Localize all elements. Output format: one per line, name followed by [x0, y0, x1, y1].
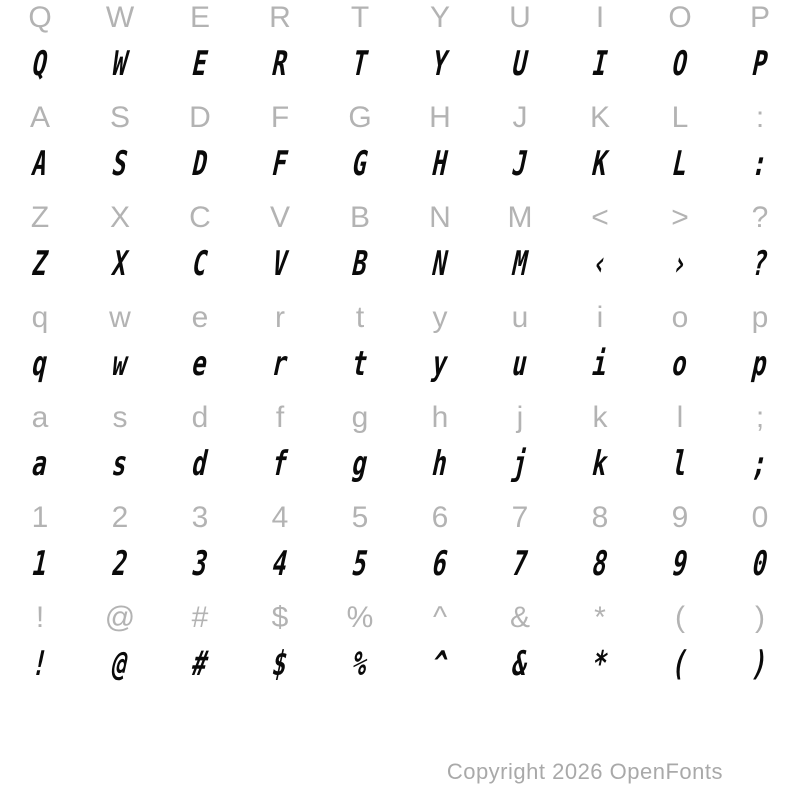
glyph-cell: L: [668, 144, 692, 184]
glyph-cell: 5: [351, 501, 369, 534]
glyph-cell: H: [428, 144, 452, 184]
glyph-cell: 9: [668, 544, 692, 584]
glyph-cell: E: [189, 1, 210, 34]
glyph-cell: Z: [28, 244, 52, 284]
glyph-cell: X: [108, 244, 132, 284]
glyph-cell: B: [349, 201, 370, 234]
reference-row-lowercase-top-row: [0, 300, 800, 336]
glyph-cell: $: [271, 601, 289, 634]
glyph-cell: 0: [748, 544, 772, 584]
glyph-cell: ‹: [588, 244, 612, 284]
reference-row-digits-row: [0, 500, 800, 536]
glyph-cell: ?: [748, 244, 772, 284]
glyph-cell: S: [109, 101, 130, 134]
glyph-cell: ;: [755, 401, 765, 434]
glyph-row-pair-digits-row: [0, 500, 800, 600]
glyph-cell: r: [275, 301, 285, 334]
glyph-cell: #: [191, 601, 209, 634]
glyph-cell: I: [588, 44, 612, 84]
glyph-cell: P: [748, 44, 772, 84]
specimen-row-symbols-row: [0, 644, 800, 684]
glyph-cell: 8: [588, 544, 612, 584]
glyph-cell: 3: [191, 501, 209, 534]
glyph-cell: Q: [28, 1, 52, 34]
specimen-row-uppercase-home-row: [0, 144, 800, 184]
glyph-cell: 8: [591, 501, 609, 534]
glyph-cell: t: [348, 344, 372, 384]
glyph-cell: C: [188, 244, 212, 284]
glyph-cell: l: [668, 444, 692, 484]
glyph-cell: i: [596, 301, 604, 334]
glyph-cell: u: [508, 344, 532, 384]
glyph-cell: j: [508, 444, 532, 484]
glyph-cell: *: [594, 601, 606, 634]
glyph-cell: g: [351, 401, 369, 434]
glyph-cell: @: [108, 644, 132, 684]
glyph-cell: q: [28, 344, 52, 384]
glyph-cell: F: [270, 101, 290, 134]
glyph-cell: k: [592, 401, 608, 434]
glyph-cell: A: [28, 144, 52, 184]
glyph-cell: O: [668, 44, 692, 84]
glyph-cell: s: [112, 401, 128, 434]
glyph-cell: 3: [188, 544, 212, 584]
reference-row-symbols-row: [0, 600, 800, 636]
glyph-row-pair-uppercase-top-row: [0, 0, 800, 100]
glyph-cell: (: [675, 601, 685, 634]
glyph-row-pair-uppercase-bottom-row: [0, 200, 800, 300]
glyph-cell: D: [188, 144, 212, 184]
glyph-cell: r: [268, 344, 292, 384]
glyph-cell: t: [355, 301, 365, 334]
glyph-cell: C: [189, 201, 211, 234]
glyph-cell: 6: [428, 544, 452, 584]
glyph-cell: o: [668, 344, 692, 384]
glyph-cell: &: [509, 601, 530, 634]
glyph-cell: 4: [268, 544, 292, 584]
glyph-cell: V: [268, 244, 292, 284]
glyph-cell: o: [671, 301, 689, 334]
reference-row-uppercase-bottom-row: [0, 200, 800, 236]
glyph-cell: ): [755, 601, 765, 634]
glyph-cell: M: [508, 244, 532, 284]
glyph-cell: !: [35, 601, 45, 634]
glyph-cell: :: [748, 144, 772, 184]
glyph-cell: @: [104, 601, 136, 634]
glyph-cell: %: [348, 644, 372, 684]
glyph-cell: q: [31, 301, 49, 334]
glyph-cell: L: [671, 101, 689, 134]
glyph-row-pair-symbols-row: [0, 600, 800, 700]
glyph-cell: 2: [108, 544, 132, 584]
copyright-text: Copyright 2026 OpenFonts: [446, 759, 723, 784]
glyph-cell: S: [108, 144, 132, 184]
specimen-row-uppercase-top-row: [0, 44, 800, 84]
glyph-cell: p: [748, 344, 772, 384]
glyph-cell: 7: [511, 501, 529, 534]
glyph-cell: f: [275, 401, 285, 434]
glyph-cell: K: [588, 144, 612, 184]
specimen-row-uppercase-bottom-row: [0, 244, 800, 284]
specimen-row-lowercase-top-row: [0, 344, 800, 384]
glyph-cell: d: [191, 401, 209, 434]
glyph-cell: a: [31, 401, 49, 434]
glyph-cell: >: [671, 201, 689, 234]
glyph-cell: W: [105, 1, 135, 34]
glyph-cell: w: [109, 301, 131, 334]
glyph-cell: ): [748, 644, 772, 684]
glyph-cell: *: [588, 644, 612, 684]
glyph-row-pair-lowercase-home-row: [0, 400, 800, 500]
glyph-cell: ?: [751, 201, 769, 234]
glyph-cell: W: [108, 44, 132, 84]
glyph-cell: E: [188, 44, 212, 84]
glyph-cell: O: [668, 1, 692, 34]
glyph-cell: h: [428, 444, 452, 484]
glyph-cell: H: [429, 101, 451, 134]
glyph-cell: e: [191, 301, 209, 334]
glyph-cell: a: [28, 444, 52, 484]
glyph-cell: Y: [429, 1, 450, 34]
glyph-cell: ›: [668, 244, 692, 284]
glyph-cell: g: [348, 444, 372, 484]
glyph-cell: s: [108, 444, 132, 484]
glyph-cell: ;: [748, 444, 772, 484]
glyph-cell: X: [109, 201, 130, 234]
glyph-cell: e: [188, 344, 212, 384]
glyph-cell: f: [268, 444, 292, 484]
glyph-cell: 0: [751, 501, 769, 534]
glyph-cell: !: [28, 644, 52, 684]
glyph-cell: 1: [31, 501, 49, 534]
reference-row-uppercase-home-row: [0, 100, 800, 136]
glyph-cell: 7: [508, 544, 532, 584]
glyph-cell: <: [591, 201, 609, 234]
glyph-cell: R: [269, 1, 291, 34]
glyph-cell: y: [432, 301, 448, 334]
glyph-cell: 6: [431, 501, 449, 534]
specimen-row-digits-row: [0, 544, 800, 584]
glyph-cell: N: [429, 201, 451, 234]
glyph-cell: I: [595, 1, 605, 34]
glyph-cell: %: [346, 601, 374, 634]
glyph-cell: p: [751, 301, 769, 334]
glyph-cell: A: [29, 101, 50, 134]
glyph-cell: R: [268, 44, 292, 84]
glyph-cell: J: [512, 101, 528, 134]
glyph-cell: :: [755, 101, 765, 134]
glyph-cell: 9: [671, 501, 689, 534]
glyph-cell: w: [108, 344, 132, 384]
glyph-cell: U: [508, 44, 532, 84]
specimen-row-lowercase-home-row: [0, 444, 800, 484]
glyph-cell: 1: [28, 544, 52, 584]
glyph-cell: M: [507, 201, 533, 234]
glyph-cell: ^: [432, 601, 448, 634]
glyph-cell: F: [268, 144, 292, 184]
reference-row-lowercase-home-row: [0, 400, 800, 436]
glyph-cell: J: [508, 144, 532, 184]
glyph-cell: B: [348, 244, 372, 284]
glyph-cell: Z: [30, 201, 50, 234]
glyph-cell: u: [511, 301, 529, 334]
glyph-cell: l: [676, 401, 684, 434]
glyph-cell: #: [188, 644, 212, 684]
glyph-cell: U: [509, 1, 531, 34]
reference-row-uppercase-top-row: [0, 0, 800, 36]
glyph-cell: G: [348, 101, 372, 134]
glyph-cell: P: [749, 1, 770, 34]
glyph-cell: h: [431, 401, 449, 434]
glyph-cell: &: [508, 644, 532, 684]
glyph-cell: 4: [271, 501, 289, 534]
glyph-cell: D: [189, 101, 211, 134]
glyph-cell: k: [588, 444, 612, 484]
glyph-cell: y: [428, 344, 452, 384]
glyph-cell: G: [348, 144, 372, 184]
glyph-cell: N: [428, 244, 452, 284]
glyph-cell: Y: [428, 44, 452, 84]
glyph-cell: d: [188, 444, 212, 484]
glyph-cell: 5: [348, 544, 372, 584]
glyph-cell: 2: [111, 501, 129, 534]
glyph-cell: i: [588, 344, 612, 384]
glyph-cell: Q: [28, 44, 52, 84]
glyph-cell: K: [589, 101, 610, 134]
glyph-cell: $: [268, 644, 292, 684]
glyph-cell: T: [350, 1, 370, 34]
glyph-cell: V: [269, 201, 290, 234]
glyph-cell: (: [668, 644, 692, 684]
glyph-cell: ^: [428, 644, 452, 684]
glyph-row-pair-lowercase-top-row: [0, 300, 800, 400]
glyph-row-pair-uppercase-home-row: [0, 100, 800, 200]
glyph-cell: T: [348, 44, 372, 84]
glyph-cell: j: [516, 401, 524, 434]
